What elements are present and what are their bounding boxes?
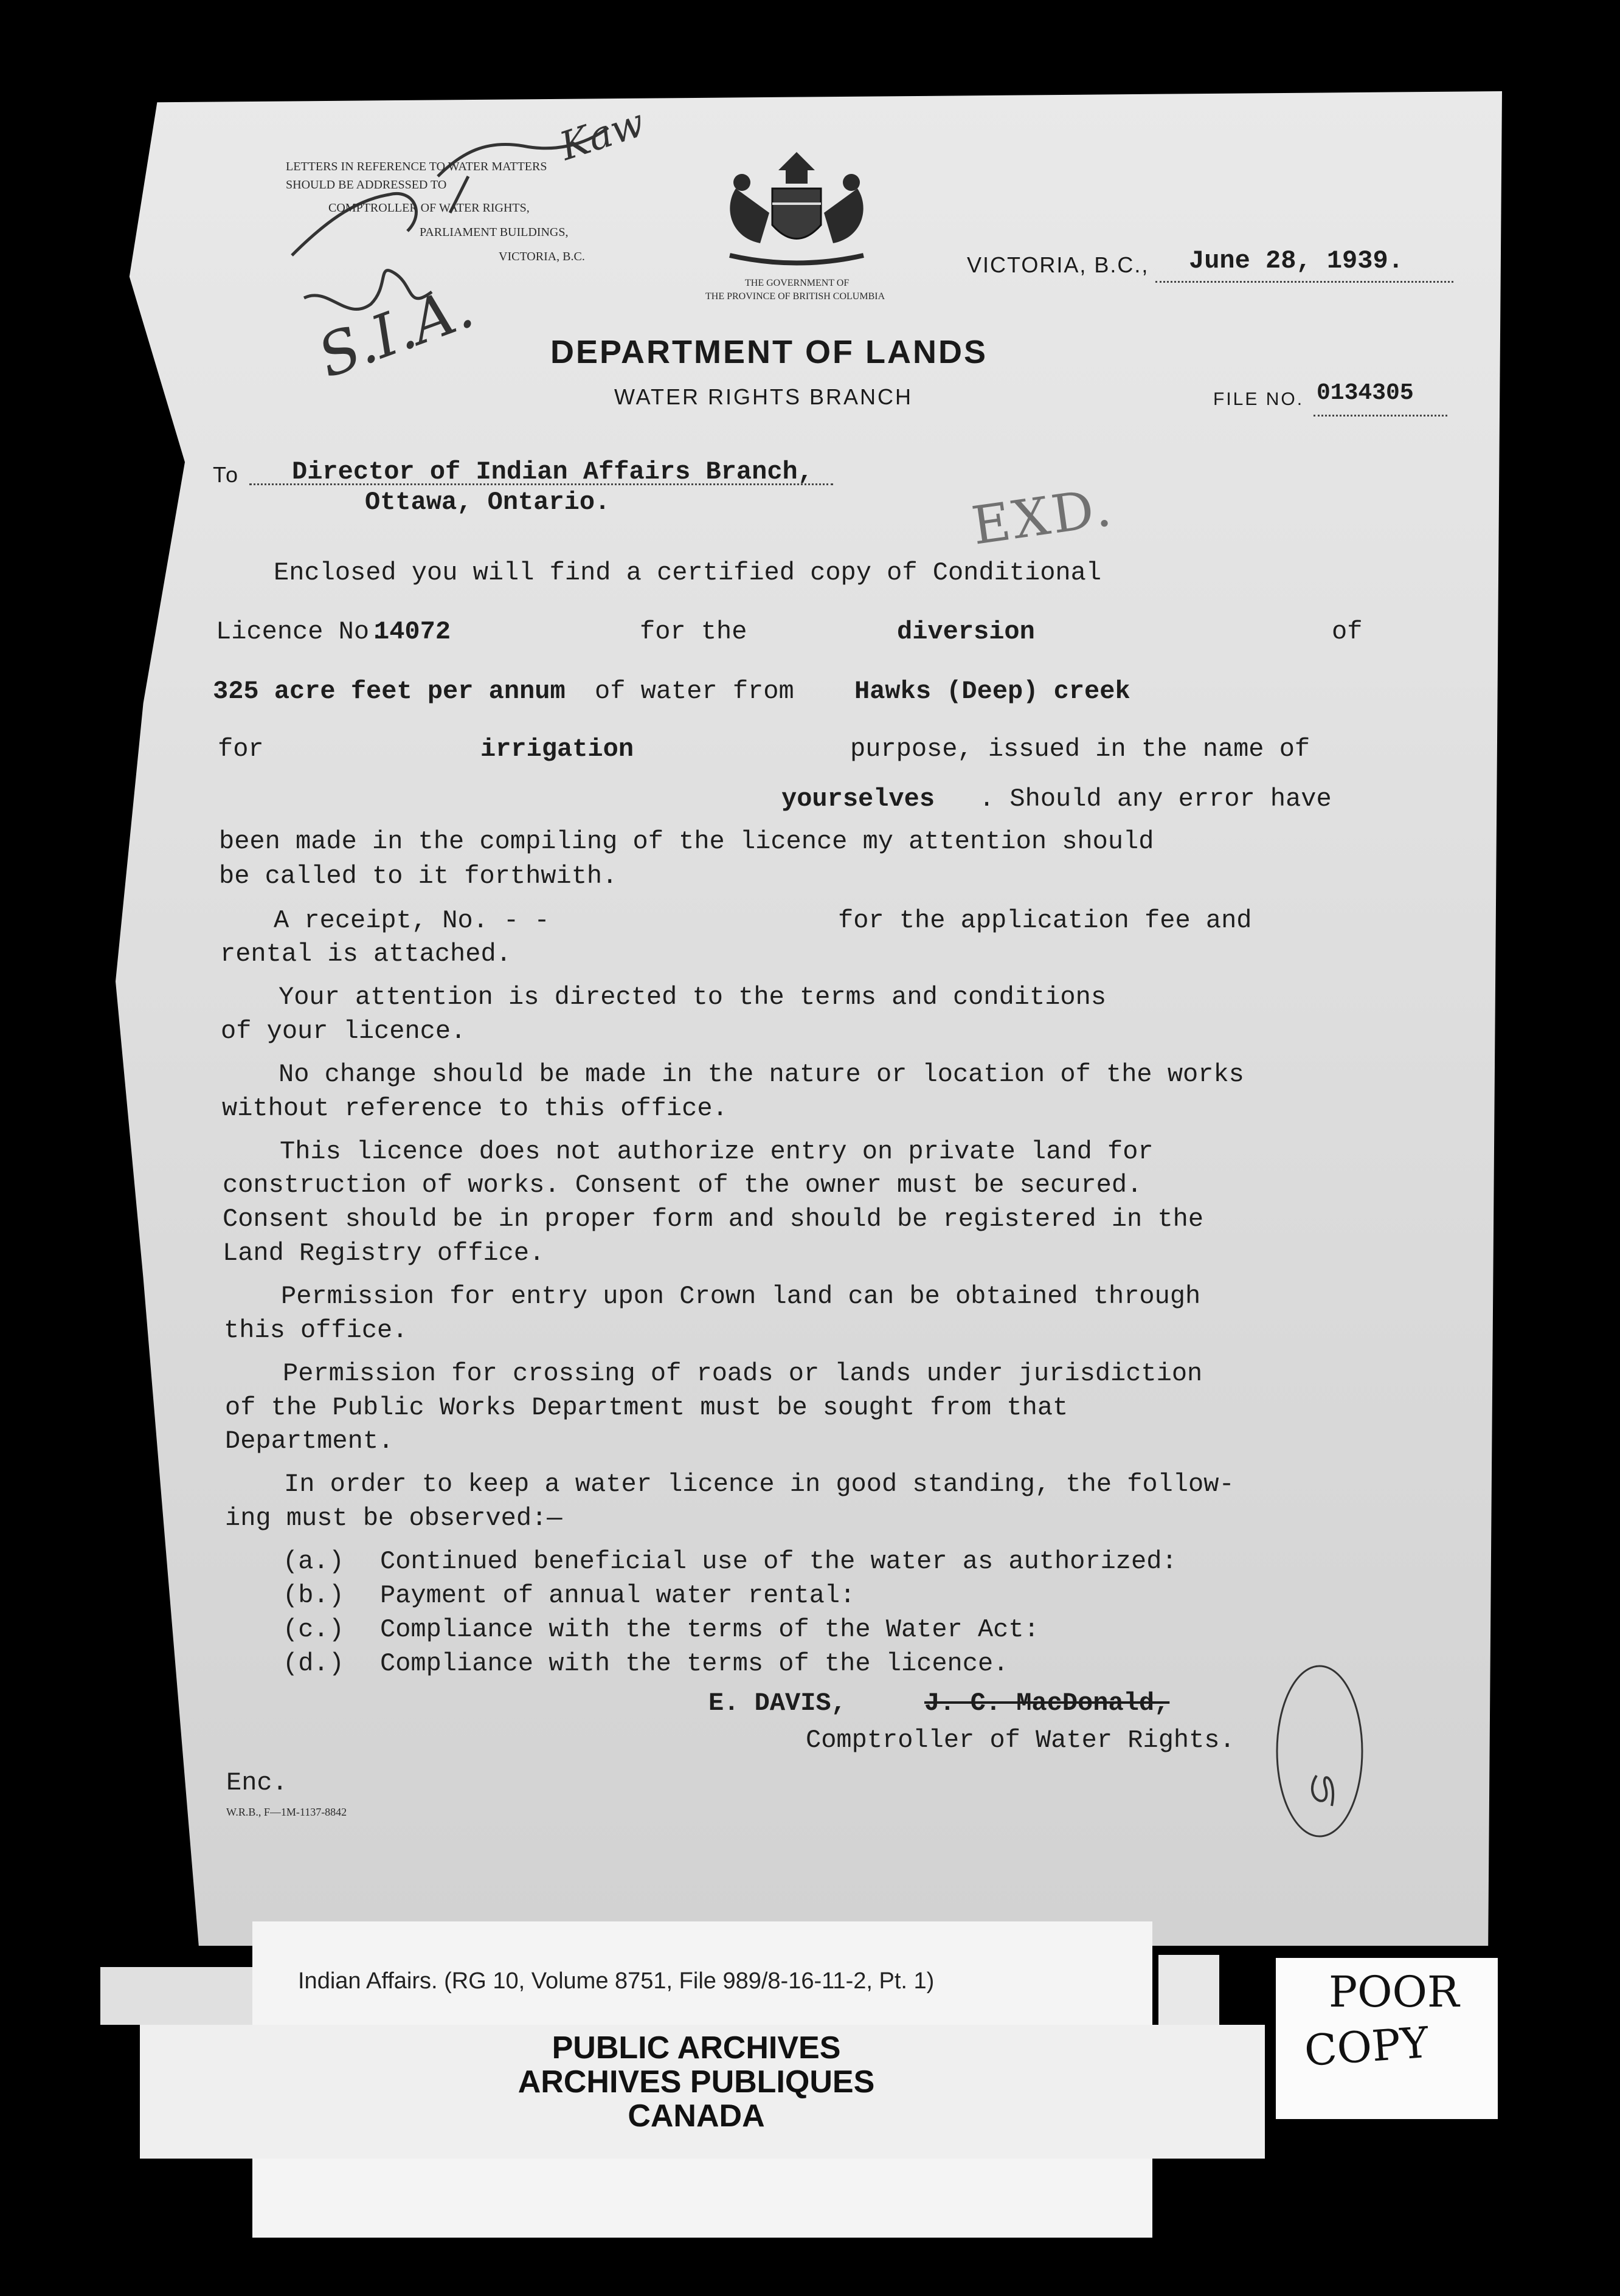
quantity-value: 325 acre feet per annum [213, 677, 566, 706]
archive-line-1: PUBLIC ARCHIVES [552, 2030, 841, 2066]
initial-circle-mark [1259, 1654, 1380, 1848]
para3-line-1: Your attention is directed to the terms and conditions [279, 983, 1107, 1012]
para1-line-3: be called to it forthwith. [219, 862, 618, 891]
address-line-4: PARLIAMENT BUILDINGS, [420, 226, 569, 239]
licence-label: Licence No. [216, 617, 385, 646]
to-label: To [213, 462, 240, 487]
coat-of-arms-emblem [705, 146, 888, 280]
department-title: DEPARTMENT OF LANDS [550, 334, 988, 370]
enclosure-label: Enc. [226, 1768, 288, 1797]
error-text: . Should any error have [979, 784, 1332, 814]
date-dotted-line [1155, 281, 1453, 283]
file-no-label: FILE NO. [1213, 389, 1304, 409]
branch-title: WATER RIGHTS BRANCH [614, 384, 913, 409]
para7-line-2: of the Public Works Department must be sought from that [225, 1393, 1068, 1422]
para6-line-1: Permission for entry upon Crown land can be obtained through [281, 1282, 1201, 1311]
poor-copy-line-2: COPY [1303, 2017, 1430, 2076]
list-item-c: Compliance with the terms of the Water Act: [380, 1615, 1039, 1644]
struck-name: J. C. MacDonald, [924, 1689, 1170, 1718]
exd-stamp: EXD. [968, 477, 1118, 557]
para3-line-2: of your licence. [221, 1017, 466, 1046]
para4-line-2: without reference to this office. [222, 1094, 728, 1123]
creek-value: Hawks (Deep) creek [854, 677, 1130, 706]
purpose-value: irrigation [480, 735, 634, 764]
para2-line-2: rental is attached. [220, 939, 511, 969]
archive-line-2: ARCHIVES PUBLIQUES [518, 2064, 875, 2100]
recipient-line-1: Director of Indian Affairs Branch, [292, 457, 813, 486]
receipt-text: A receipt, No. - - [274, 906, 550, 935]
of-text: of [1332, 617, 1363, 646]
address-line-5: VICTORIA, B.C. [499, 250, 585, 263]
para1-line-2: been made in the compiling of the licence my attention should [219, 827, 1154, 856]
archive-reference: Indian Affairs. (RG 10, Volume 8751, File 989/8-16-11-2, Pt. 1) [298, 1968, 935, 1994]
body-line-1: Enclosed you will find a certified copy of Conditional [274, 558, 1102, 587]
recipient-line-2: Ottawa, Ontario. [365, 488, 611, 517]
list-item-b: Payment of annual water rental: [380, 1581, 856, 1610]
para8-line-2: ing must be observed:— [225, 1504, 562, 1533]
archive-tab-left [100, 1967, 252, 2025]
poor-copy-line-1: POOR [1329, 1967, 1459, 2017]
for-text: for [218, 735, 264, 764]
list-marker-b: (b.) [283, 1581, 344, 1610]
file-number: 0134305 [1317, 380, 1414, 406]
government-line-2: THE PROVINCE OF BRITISH COLUMBIA [705, 291, 885, 302]
signatory-name: E. DAVIS, [708, 1689, 846, 1718]
water-from-text: of water from [595, 677, 794, 706]
para8-line-1: In order to keep a water licence in good standing, the follow- [284, 1470, 1234, 1499]
para4-line-1: No change should be made in the nature or location of the works [279, 1060, 1244, 1089]
para7-line-1: Permission for crossing of roads or lands under jurisdiction [283, 1359, 1203, 1388]
place-label: VICTORIA, B.C., [967, 252, 1149, 277]
archive-line-3: CANADA [628, 2098, 765, 2134]
para5-line-1: This licence does not authorize entry on private land for [280, 1137, 1154, 1166]
handwritten-initials: S.I.A. [309, 272, 482, 392]
purpose-text: purpose, issued in the name of [850, 735, 1310, 764]
list-marker-c: (c.) [283, 1615, 344, 1644]
address-line-3: COMPTROLLER OF WATER RIGHTS, [328, 201, 530, 215]
address-line-2: SHOULD BE ADDRESSED TO [286, 178, 447, 192]
handwritten-note-top: Kaw [555, 100, 650, 170]
para5-line-4: Land Registry office. [223, 1239, 545, 1268]
file-no-dotted-line [1314, 415, 1447, 417]
name-value: yourselves [781, 784, 935, 814]
signatory-title: Comptroller of Water Rights. [806, 1726, 1235, 1755]
para7-line-3: Department. [225, 1426, 394, 1456]
list-item-d: Compliance with the terms of the licence. [380, 1649, 1009, 1678]
letter-date: June 28, 1939. [1189, 246, 1404, 275]
address-line-1: LETTERS IN REFERENCE TO WATER MATTERS [286, 160, 547, 173]
para5-line-2: construction of works. Consent of the owner must be secured. [223, 1170, 1143, 1200]
diversion-value: diversion [897, 617, 1035, 646]
archive-tab-right [1158, 1955, 1219, 2025]
government-line-1: THE GOVERNMENT OF [745, 278, 850, 288]
licence-number: 14072 [374, 617, 451, 646]
para5-line-3: Consent should be in proper form and should be registered in the [223, 1205, 1204, 1234]
list-marker-a: (a.) [283, 1547, 344, 1576]
form-code: W.R.B., F—1M-1137-8842 [226, 1806, 347, 1818]
application-fee-text: for the application fee and [838, 906, 1252, 935]
list-item-a: Continued beneficial use of the water as authorized: [380, 1547, 1177, 1576]
para6-line-2: this office. [224, 1316, 408, 1345]
for-the-text: for the [640, 617, 747, 646]
list-marker-d: (d.) [283, 1649, 344, 1678]
